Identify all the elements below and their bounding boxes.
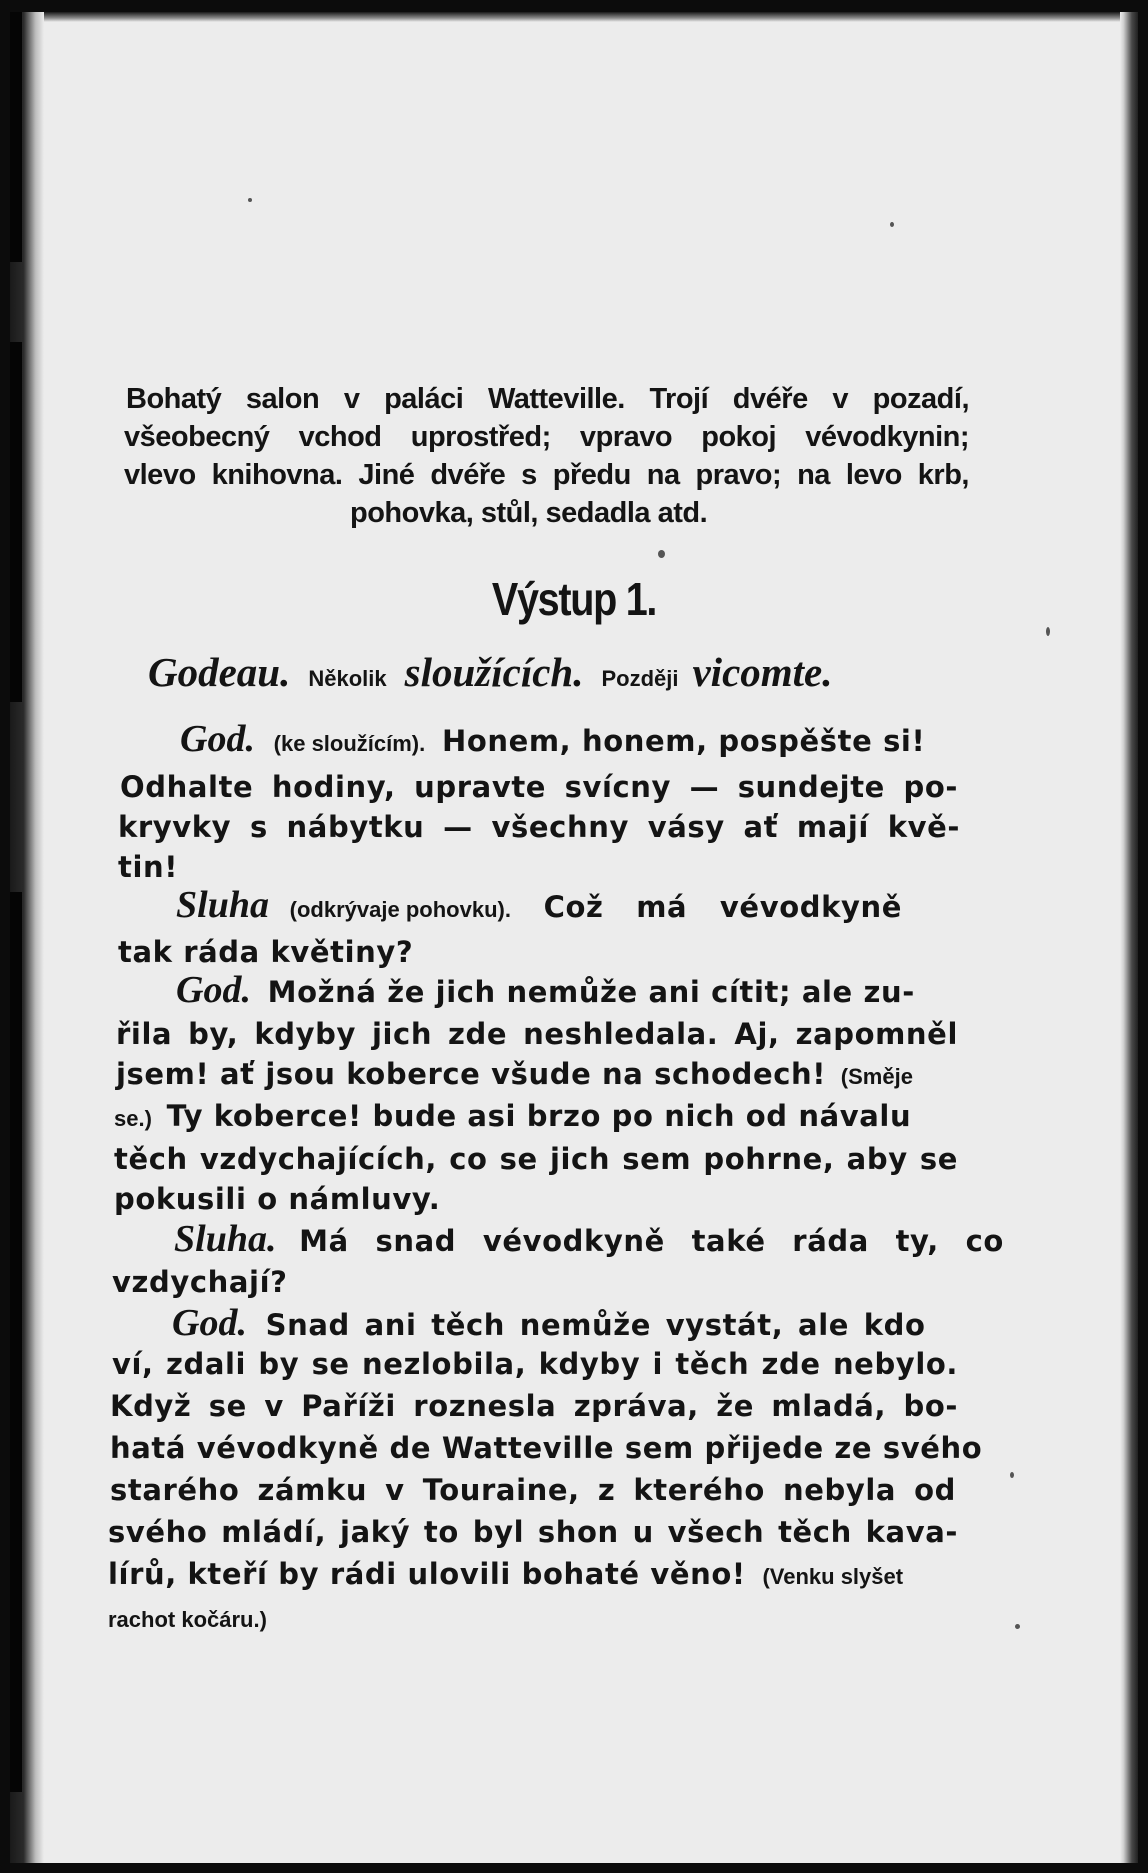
dialogue-line: Odhalte hodiny, upravte svícny — sundejte po- [120,770,958,804]
character-name: sloužících. [404,649,584,695]
stage-direction-line: Bohatý salon v paláci Watteville. Trojí dvéře v pozadí, [126,383,969,415]
dialogue-line [180,718,926,761]
dialogue-text: Honem, honem, pospěšte si! [441,724,926,758]
character-note: Později [601,666,679,691]
dialogue-text: Což má vévodkyně [543,890,902,924]
speaker-name: God. [180,718,255,760]
binding-shadow [10,342,22,702]
dialogue-line: kryvky s nábytku — všechny vásy ať mají kvě- [118,810,960,844]
scene-characters [148,648,928,696]
ink-speck [248,198,252,202]
dialogue-line [174,1218,1004,1260]
dialogue-line: pokusili o námluvy. [114,1182,441,1216]
dialogue-text: Možná že jich nemůže ani cítit; ale zu- [267,975,915,1009]
stage-note: (Venku slyšet [762,1564,904,1589]
dialogue-line [172,1302,926,1344]
dialogue-text: lírů, kteří by rádi ulovili bohaté věno! [108,1557,746,1591]
dialogue-line: vzdychají? [112,1265,288,1299]
dialogue-line: řila by, kdyby jich zde neshledala. Aj, zapomněl [116,1017,958,1051]
page-right-edge [1120,12,1138,1863]
dialogue-line [176,969,915,1011]
dialogue-line: svého mládí, jaký to byl shon u všech těch kava- [108,1515,958,1549]
stage-direction-line: pohovka, stůl, sedadla atd. [350,497,708,529]
dialogue-line: tak ráda květiny? [118,935,414,969]
stage-note: se.) [114,1106,152,1131]
stage-direction-line: vlevo knihovna. Jiné dvéře s předu na pravo; na levo krb, [124,459,969,491]
ink-speck [1015,1624,1020,1629]
dialogue-line [116,1057,913,1094]
dialogue-line: Když se v Paříži roznesla zpráva, že mladá, bo- [110,1389,958,1423]
character-note: Několik [308,666,387,691]
dialogue-text: jsem! ať jsou koberce všude na schodech! [116,1057,827,1091]
ink-speck [658,550,665,558]
dialogue-line [176,884,902,927]
speaker-name: Sluha [176,884,269,926]
page-top-edge [10,12,1138,22]
dialogue-line [108,1600,267,1637]
character-name: Godeau. [148,649,291,695]
dialogue-line: těch vzdychajících, co se jich sem pohrne, aby se [114,1142,958,1176]
dialogue-line [108,1557,903,1594]
speaker-name: Sluha. [174,1218,277,1260]
binding-shadow [10,892,22,1792]
ink-speck [1010,1472,1014,1478]
dialogue-line: hatá vévodkyně de Watteville sem přijede ze svého [110,1431,983,1465]
stage-note: (ke sloužícím). [273,731,426,756]
dialogue-text: Snad ani těch nemůže vystát, ale kdo [265,1308,926,1342]
stage-direction-line: všeobecný vchod uprostřed; vpravo pokoj vévodkynin; [124,421,969,453]
stage-note: rachot kočáru.) [108,1607,267,1632]
dialogue-line: starého zámku v Touraine, z kterého nebyla od [110,1473,956,1507]
speaker-name: God. [172,1302,247,1344]
dialogue-line: ví, zdali by se nezlobila, kdyby i těch zde nebylo. [112,1347,958,1381]
stage-note: (odkrývaje pohovku). [289,897,511,922]
dialogue-text: Má snad vévodkyně také ráda ty, co [299,1224,1004,1258]
page-left-edge [10,12,44,1863]
character-name: vicomte. [692,649,833,695]
dialogue-text: Ty koberce! bude asi brzo po nich od návalu [166,1099,912,1133]
dialogue-line: tin! [118,850,179,884]
ink-speck [1046,627,1050,636]
ink-speck [890,222,894,227]
binding-shadow [10,12,22,262]
scene-title: Výstup 1. [491,573,657,625]
stage-note: (Směje [840,1064,913,1089]
speaker-name: God. [176,969,251,1011]
dialogue-line [114,1099,911,1136]
